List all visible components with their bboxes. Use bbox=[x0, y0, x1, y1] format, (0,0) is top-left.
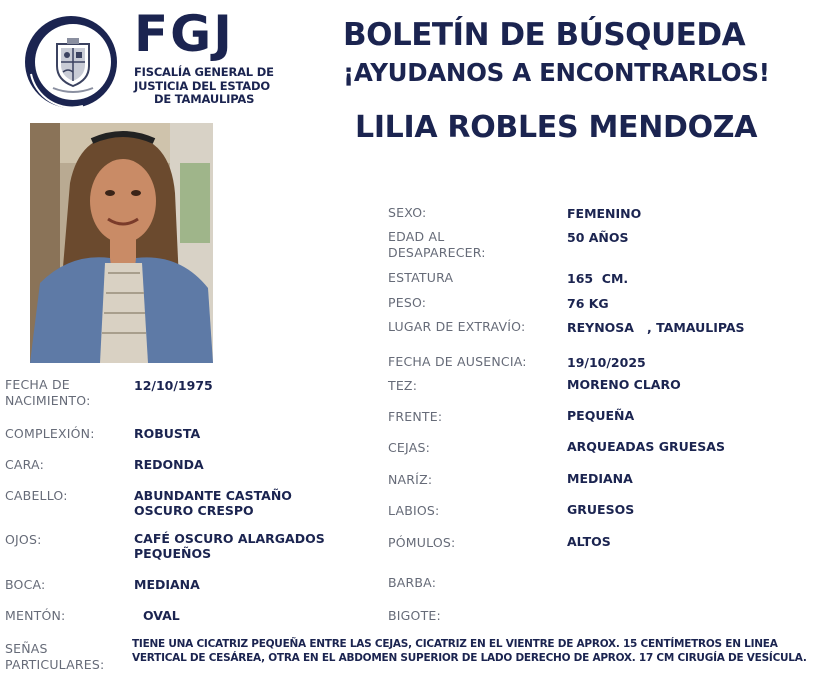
field-value-lugar: REYNOSA , TAMAULIPAS bbox=[567, 320, 745, 335]
field-value-boca: MEDIANA bbox=[134, 577, 200, 592]
org-line: FISCALÍA GENERAL DE bbox=[134, 65, 274, 79]
field-label-estatura: ESTATURA bbox=[388, 270, 454, 285]
field-label-edad: EDAD AL DESAPARECER: bbox=[388, 229, 486, 260]
fgj-logo-text: FGJ bbox=[134, 5, 234, 63]
fgj-seal-logo bbox=[23, 14, 119, 110]
field-value-complexion: ROBUSTA bbox=[134, 426, 201, 441]
org-line: JUSTICIA DEL ESTADO bbox=[134, 78, 270, 93]
field-label-frente: FRENTE: bbox=[388, 409, 443, 424]
field-label-ojos: OJOS: bbox=[5, 532, 42, 547]
field-value-labios: GRUESOS bbox=[567, 502, 635, 517]
field-value-cara: REDONDA bbox=[134, 457, 204, 472]
field-value-tez: MORENO CLARO bbox=[567, 377, 681, 392]
field-value-fecha-ausencia: 19/10/2025 bbox=[567, 355, 646, 370]
field-label-complexion: COMPLEXIÓN: bbox=[5, 426, 95, 441]
field-label-fecha-nacimiento: FECHA DE NACIMIENTO: bbox=[5, 377, 91, 408]
organization-name bbox=[134, 66, 274, 107]
field-label-sexo: SEXO: bbox=[388, 205, 427, 220]
field-value-nariz: MEDIANA bbox=[567, 471, 633, 486]
field-value-peso: 76 KG bbox=[567, 296, 609, 311]
field-value-fecha-nacimiento: 12/10/1975 bbox=[134, 378, 213, 393]
bulletin-subtitle: ¡AYUDANOS A ENCONTRARLOS! bbox=[343, 58, 770, 87]
person-photo bbox=[30, 123, 213, 363]
field-value-cejas: ARQUEADAS GRUESAS bbox=[567, 439, 725, 454]
field-label-pomulos: PÓMULOS: bbox=[388, 535, 456, 550]
field-label-tez: TEZ: bbox=[388, 378, 418, 393]
field-value-frente: PEQUEÑA bbox=[567, 408, 635, 423]
field-label-labios: LABIOS: bbox=[388, 503, 440, 518]
field-value-edad: 50 AÑOS bbox=[567, 230, 629, 245]
field-label-senas: SEÑAS PARTICULARES: bbox=[5, 641, 105, 672]
field-value-senas: TIENE UNA CICATRIZ PEQUEÑA ENTRE LAS CEJAS, CICATRIZ EN EL VIENTRE DE APROX. 15 CENTÍMETROS EN LINEA VERTICAL DE CESÁREA, OTRA EN EL ABDOMEN SUPERIOR DE LADO DERECHO DE APROX. 17 CM CIRUGÍA DE VESÍCULA. bbox=[132, 638, 807, 664]
bulletin-title: BOLETÍN DE BÚSQUEDA bbox=[343, 17, 746, 53]
person-name: LILIA ROBLES MENDOZA bbox=[355, 110, 758, 145]
field-label-fecha-ausencia: FECHA DE AUSENCIA: bbox=[388, 354, 527, 369]
field-label-menton: MENTÓN: bbox=[5, 608, 66, 623]
field-label-bigote: BIGOTE: bbox=[388, 608, 441, 623]
field-label-boca: BOCA: bbox=[5, 577, 46, 592]
field-value-cabello: ABUNDANTE CASTAÑO OSCURO CRESPO bbox=[134, 488, 292, 518]
field-value-menton: OVAL bbox=[143, 608, 180, 623]
field-label-cara: CARA: bbox=[5, 457, 45, 472]
field-label-cabello: CABELLO: bbox=[5, 488, 68, 503]
field-value-sexo: FEMENINO bbox=[567, 206, 642, 221]
org-line: DE TAMAULIPAS bbox=[154, 92, 255, 106]
field-label-cejas: CEJAS: bbox=[388, 440, 430, 455]
field-label-barba: BARBA: bbox=[388, 575, 437, 590]
field-label-peso: PESO: bbox=[388, 295, 427, 310]
field-value-ojos: CAFÉ OSCURO ALARGADOS PEQUEÑOS bbox=[134, 531, 325, 561]
field-label-lugar: LUGAR DE EXTRAVÍO: bbox=[388, 319, 526, 334]
field-label-nariz: NARÍZ: bbox=[388, 472, 433, 487]
field-value-estatura: 165 CM. bbox=[567, 271, 629, 286]
field-value-pomulos: ALTOS bbox=[567, 534, 611, 549]
